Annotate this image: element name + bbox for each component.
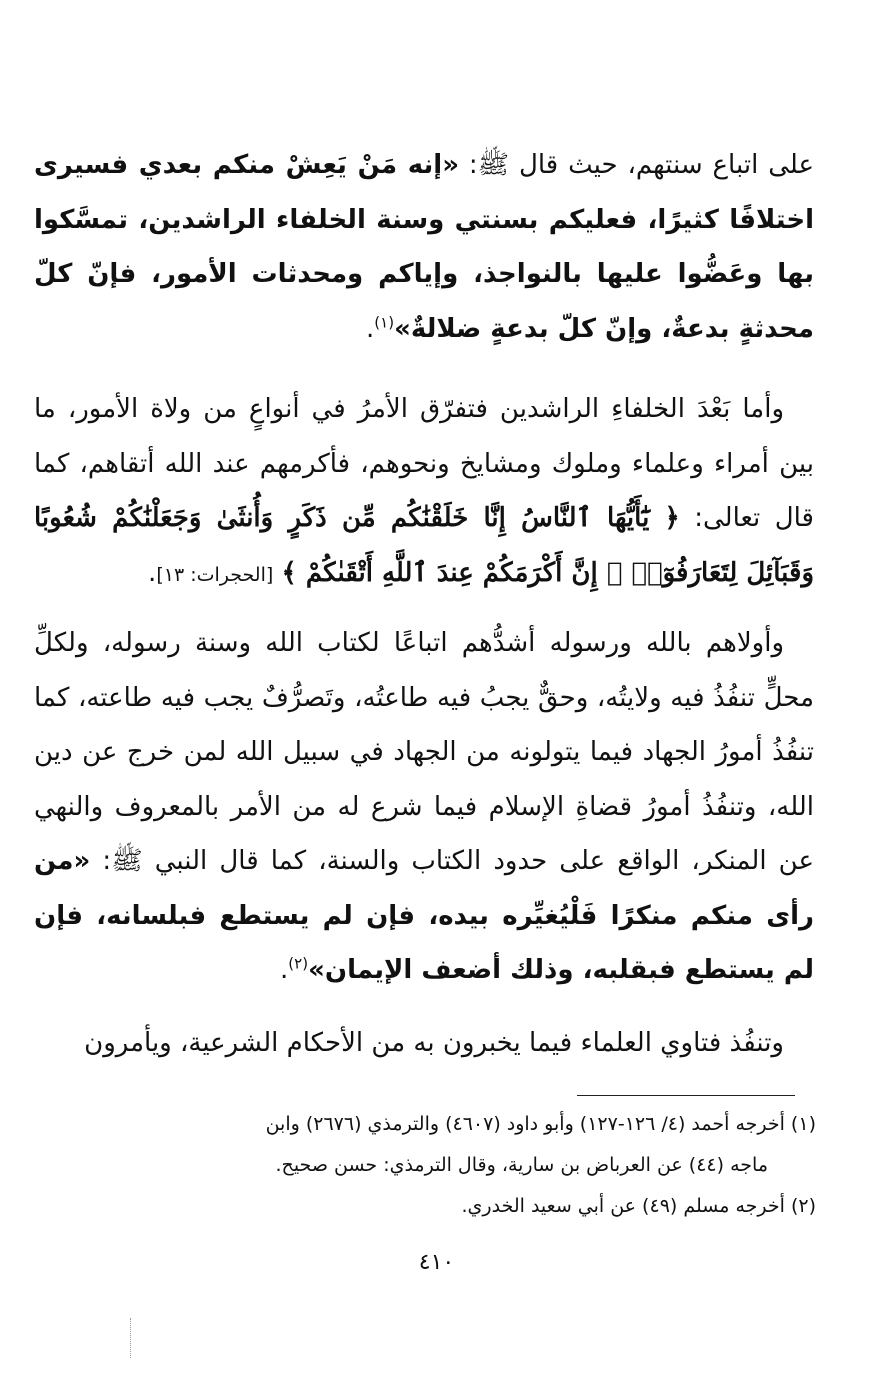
scan-mark xyxy=(130,1318,131,1358)
page-number: ٤١٠ xyxy=(418,1250,455,1275)
paragraph-end-mark: . xyxy=(148,557,157,588)
footnotes xyxy=(46,1104,816,1227)
footnote-1-line-1: (١) أخرجه أحمد (٤/ ١٢٦-١٢٧) وأبو داود (٤٦٠٧) والترمذي (٢٦٧٦) وابن xyxy=(265,1113,816,1135)
paragraph-lead-text: وأما بَعْدَ الخلفاءِ الراشدين فتفرّق الأمرُ في أنواعٍ من ولاة الأمور، ما بين أمراء وعلماء وملوك ومشايخ ونحوهم، فأكرمهم عند الله أتقاهم، كما قال تعالى: xyxy=(34,394,814,533)
footnote-reference-1[interactable]: (١) xyxy=(374,312,395,331)
footnote-separator xyxy=(577,1095,795,1096)
footnote-1 xyxy=(46,1104,816,1186)
paragraph-authority-hadith xyxy=(34,616,814,998)
paragraph-lead-text: على اتباع سنتهم، حيث قال ﷺ: xyxy=(459,150,814,180)
paragraph-lead-text: وتنفُذ فتاوي العلماء فيما يخبرون به من الأحكام الشرعية، ويأمرون xyxy=(84,1027,784,1058)
paragraph-end-mark: . xyxy=(280,955,289,985)
paragraph-rulers-verse xyxy=(34,382,814,602)
paragraph-lead-text: وأولاهم بالله ورسوله أشدُّهم اتباعًا لكتاب الله وسنة رسوله، ولكلِّ محلٍّ تنفُذُ فيه ولايتُه، وحقٌّ يجبُ فيه طاعتُه، وتَصرُّفٌ يجب فيه طاعته، كما تنفُذُ أمورُ الجهاد فيما يتولونه من الجهاد في سبيل الله لمن خرج عن دين الله، وتنفُذُ أمورُ قضاةِ الإسلام فيما شرع له من الأمر بالمعروف والنهي عن المنكر، الواقع على حدود الكتاب والسنة، كما قال النبي ﷺ: xyxy=(34,628,814,876)
paragraph-scholars-fatwas xyxy=(34,1016,814,1071)
hadith-quote: «إنه مَنْ يَعِشْ منكم بعدي فسيرى اختلافًا كثيرًا، فعليكم بسنتي وسنة الخلفاء الراشدين، تمسَّكوا بها وعَضُّوا عليها بالنواجذ، وإياكم ومحدثات الأمور، فإنّ كلّ محدثةٍ بدعةٌ، وإنّ كلّ بدعةٍ ضلالةٌ» xyxy=(34,150,814,344)
page-body xyxy=(34,138,814,1088)
footnote-2-text: (٢) أخرجه مسلم (٤٩) عن أبي سعيد الخدري. xyxy=(461,1195,816,1217)
paragraph-hadith-sunnah xyxy=(34,138,814,356)
footnote-1-line-2: ماجه (٤٤) عن العرباض بن سارية، وقال الترمذي: حسن صحيح. xyxy=(275,1154,768,1176)
footnote-2 xyxy=(46,1186,816,1227)
hadith-quote: «من رأى منكم منكرًا فَلْيُغيِّره بيده، فإن لم يستطع فبلسانه، فإن لم يستطع فبقلبه، وذلك أضعف الإيمان» xyxy=(34,846,814,985)
quran-verse: ﴿ يَٰٓأَيُّهَا ٱلنَّاسُ إِنَّا خَلَقْنَٰكُم مِّن ذَكَرٍ وَأُنثَىٰ وَجَعَلْنَٰكُمْ شُعُوبًا وَقَبَآئِلَ لِتَعَارَفُوٓا۟ ۚ إِنَّ أَكْرَمَكُمْ عِندَ ٱللَّهِ أَتْقَىٰكُمْ ﴾ xyxy=(34,503,814,588)
footnote-reference-2[interactable]: (٢) xyxy=(288,954,309,973)
paragraph-end-mark: . xyxy=(366,313,375,344)
verse-citation: [الحجرات: ١٣] xyxy=(156,563,274,586)
